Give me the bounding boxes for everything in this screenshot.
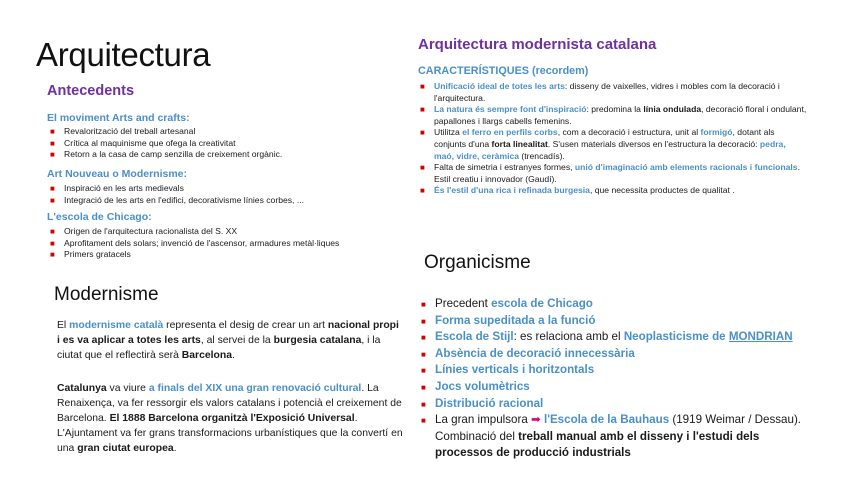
bullet-icon: ■	[50, 195, 55, 205]
bullet-icon: ■	[421, 382, 426, 392]
bullet-icon: ■	[50, 138, 55, 148]
list-item: ■ Jocs volumètrics	[419, 379, 819, 396]
bullet-icon: ■	[421, 349, 426, 359]
antecedents-heading: Antecedents	[47, 83, 135, 99]
bullet-icon: ■	[421, 366, 426, 376]
bullet-icon: ■	[420, 186, 425, 196]
bullet-icon: ■	[421, 316, 426, 326]
bullet-icon: ■	[421, 300, 426, 309]
list-item: ■ Aprofitament dels solars; invenció de l'ascensor, armadures metàl·liques	[50, 237, 340, 248]
list-item: ■ Escola de Stijl: es relaciona amb el Neoplasticisme de MONDRIAN	[419, 329, 819, 346]
modernisme-paragraph-1: El modernisme català representa el desig de crear un art nacional propi i es va aplicar a totes les arts, al servei de la burgesia catalana, i la ciutat que el reflectirà serà Barcelona.	[57, 320, 399, 361]
list-item: ■ Unificació ideal de totes les arts: disseny de vaixelles, vidres i mobles com la decoració i l'arquitectura.	[420, 81, 780, 103]
bullet-icon: ■	[421, 416, 426, 426]
arts-crafts-heading: El moviment Arts and crafts:	[47, 112, 190, 124]
bullet-icon: ■	[50, 184, 55, 193]
list-item: ■ Precedent escola de Chicago	[419, 296, 819, 313]
art-nouveau-heading: Art Nouveau o Modernisme:	[47, 168, 188, 180]
bullet-icon: ■	[420, 82, 425, 91]
list-item: ■ Distribució racional	[419, 396, 819, 413]
arts-crafts-list	[48, 126, 408, 161]
list-item: ■ Integració de les arts en l'edifici, decorativisme línies corbes, ...	[50, 194, 304, 205]
list-item: ■ Origen de l'arquitectura racionalista del S. XX	[50, 226, 238, 236]
bullet-icon: ■	[50, 150, 55, 160]
bullet-icon: ■	[50, 250, 55, 260]
page-title: Arquitectura	[36, 36, 211, 73]
chicago-heading: L'escola de Chicago:	[47, 211, 152, 223]
list-item: ■ Crítica al maquinisme que ofega la creativitat	[50, 137, 236, 148]
bullet-icon: ■	[50, 127, 55, 136]
bullet-icon: ■	[420, 105, 425, 115]
organicisme-heading: Organicisme	[424, 252, 531, 273]
bullet-icon: ■	[421, 399, 426, 409]
modernisme-heading: Modernisme	[54, 284, 159, 305]
caracteristiques-heading: CARACTERÍSTIQUES (recordem)	[418, 65, 589, 77]
list-item: ■ Revalorització del treball artesanal	[50, 126, 196, 136]
list-item: ■ Primers gratacels	[50, 249, 131, 260]
list-item: ■ La gran impulsora ➡ l'Escola de la Bauhaus (1919 Weimar / Dessau). Combinació del treball manual amb el disseny i l'estudi dels processos de producció industrials	[421, 413, 802, 460]
bullet-icon: ■	[50, 227, 55, 236]
list-item: ■ La natura és sempre font d'inspiració: predomina la línia ondulada, decoració floral i ondulant, papallones i llargs cabells femenins.	[420, 104, 807, 126]
caracteristiques-list	[418, 81, 808, 197]
chicago-list	[48, 226, 408, 261]
arrow-right-icon: ➡	[531, 413, 541, 427]
bullet-icon: ■	[420, 128, 425, 138]
list-item: ■ Falta de simetria i estranyes formes, unió d'imaginació amb elements racionals i funcionals. Estil creatiu i innovador (Gaudí).	[420, 162, 800, 184]
organicisme-list	[419, 296, 819, 462]
modernisme-paragraph-2: Catalunya va viure a finals del XIX una gran renovació cultural. La Renaixença, va fer ressorgir els valors catalans i potencià el creixement de Barcelona. El 1888 Barcelona organitzà l'Exposició Universal. L'Ajuntament va fer grans transformacions urbanístiques que la convertí en una gran ciutat europea.	[57, 383, 403, 454]
modernista-heading: Arquitectura modernista catalana	[418, 36, 657, 53]
list-item: ■ Absència de decoració innecessària	[419, 346, 819, 363]
list-item: ■ Utilitza el ferro en perfils corbs, com a decoració i estructura, unit al formigó, dotant als conjunts d'una forta linealitat. S'usen materials diversos en l'estructura la decoració: pedra, maó, vidre, ceràmica (trencadís).	[420, 127, 786, 161]
bullet-icon: ■	[50, 238, 55, 248]
art-nouveau-list	[48, 183, 408, 206]
list-item: ■ Retorn a la casa de camp senzilla de creixement orgànic.	[50, 149, 283, 160]
list-item: ■ Inspiració en les arts medievals	[50, 183, 184, 193]
list-item: ■ Forma supeditada a la funció	[419, 313, 819, 330]
bullet-icon: ■	[420, 163, 425, 173]
list-item: ■ És l'estil d'una rica i refinada burgesia, que necessita productes de qualitat .	[420, 185, 735, 196]
list-item: ■ Línies verticals i horitzontals	[419, 362, 819, 379]
bullet-icon: ■	[421, 333, 426, 343]
